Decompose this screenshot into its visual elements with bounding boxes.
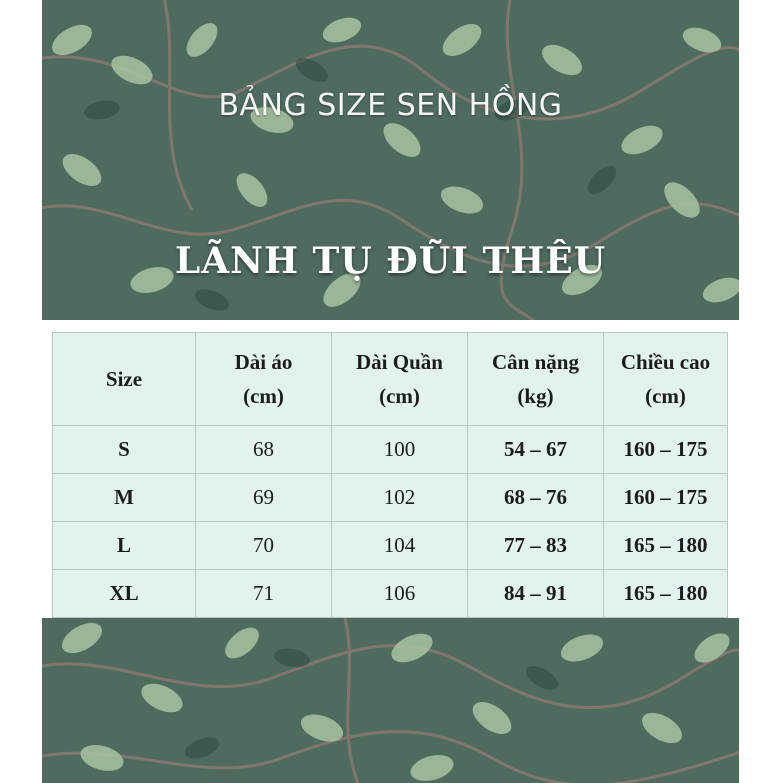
dai-ao-cell: 68 [196, 426, 332, 474]
header-can-nang [468, 333, 604, 426]
header-dai-ao [196, 333, 332, 426]
banner-title: BẢNG SIZE SEN HỒNG [218, 88, 563, 123]
banner-subtitle: LÃNH TỤ ĐŨI THÊU [174, 240, 607, 282]
size-cell: L [53, 522, 196, 570]
header-dai-ao-unit: (cm) [243, 384, 284, 408]
dai-quan-cell: 100 [332, 426, 468, 474]
table-header-row [53, 333, 728, 426]
can-nang-cell: 68 – 76 [468, 474, 604, 522]
size-cell: S [53, 426, 196, 474]
dai-ao-cell: 71 [196, 570, 332, 618]
header-chieu-cao-label: Chiều cao [620, 350, 711, 374]
header-size-label: Size [105, 367, 143, 391]
size-cell: XL [53, 570, 196, 618]
header-dai-ao-label: Dài áo [234, 350, 293, 374]
dai-quan-cell: 106 [332, 570, 468, 618]
bottom-banner [42, 618, 739, 783]
header-dai-quan-unit: (cm) [379, 384, 420, 408]
dai-quan-cell: 102 [332, 474, 468, 522]
table-row [53, 570, 728, 618]
size-cell: M [53, 474, 196, 522]
header-chieu-cao-unit: (cm) [645, 384, 686, 408]
chieu-cao-cell: 160 – 175 [604, 474, 728, 522]
dai-ao-cell: 69 [196, 474, 332, 522]
table-row [53, 474, 728, 522]
top-banner [42, 0, 739, 320]
header-dai-quan [332, 333, 468, 426]
can-nang-cell: 54 – 67 [468, 426, 604, 474]
header-dai-quan-label: Dài Quần [356, 350, 443, 374]
header-size [53, 333, 196, 426]
chieu-cao-cell: 160 – 175 [604, 426, 728, 474]
dai-ao-cell: 70 [196, 522, 332, 570]
header-can-nang-label: Cân nặng [492, 350, 579, 374]
can-nang-cell: 77 – 83 [468, 522, 604, 570]
header-chieu-cao [604, 333, 728, 426]
dai-quan-cell: 104 [332, 522, 468, 570]
chieu-cao-cell: 165 – 180 [604, 570, 728, 618]
header-can-nang-unit: (kg) [517, 384, 554, 408]
table-row [53, 426, 728, 474]
size-chart-table [52, 332, 728, 618]
leaf-pattern-bottom [42, 618, 739, 783]
chieu-cao-cell: 165 – 180 [604, 522, 728, 570]
table-row [53, 522, 728, 570]
can-nang-cell: 84 – 91 [468, 570, 604, 618]
